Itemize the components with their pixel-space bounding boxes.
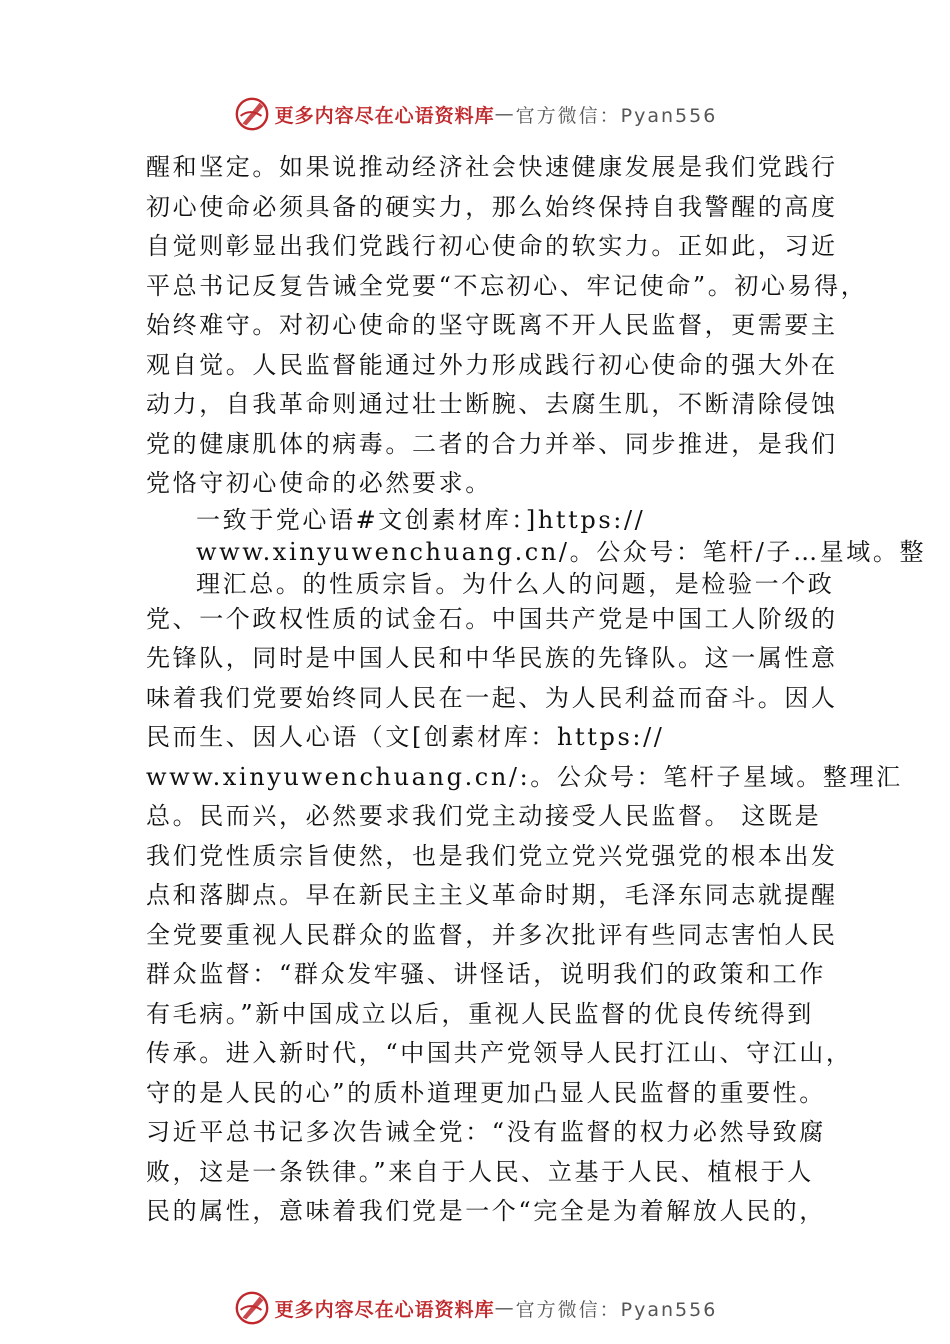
text-line: 醒和坚定。如果说推动经济社会快速健康发展是我们党践行: [146, 153, 838, 181]
text-line: 群众监督：“群众发牢骚、讲怪话，说明我们的政策和工作: [146, 960, 826, 988]
footer-dash: —: [494, 1297, 516, 1319]
text-line: 观自觉。人民监督能通过外力形成践行初心使命的强大外在: [146, 350, 838, 379]
text-line: 总。民而兴，必然要求我们党主动接受人民监督。 这既是: [146, 802, 822, 830]
footer-banner: [0, 1288, 950, 1328]
text-line: 党、一个政权性质的试金石。中国共产党是中国工人阶级的: [146, 604, 838, 633]
header-dash: —: [494, 103, 516, 125]
text-line: 动力，自我革命则通过壮士断腕、去腐生肌，不断清除侵蚀: [146, 390, 838, 418]
text-line-indented: 一致于党心语#文创素材库：]https://: [196, 505, 646, 534]
text-line: 初心使命必须具备的硬实力，那么始终保持自我警醒的高度: [146, 192, 838, 221]
text-line-indented: 理汇总。的性质宗旨。为什么人的问题，是检验一个政: [196, 569, 835, 598]
text-line: 点和落脚点。早在新民主主义革命时期，毛泽东同志就提醒: [146, 881, 838, 909]
header-red-text: 更多内容尽在心语资料库: [274, 104, 495, 127]
text-line: 全党要重视人民群众的监督，并多次批评有些同志害怕人民: [146, 920, 838, 949]
text-line: 我们党性质宗旨使然，也是我们党立党兴党强党的根本出发: [146, 841, 838, 870]
text-line: 民的属性，意味着我们党是一个“完全是为着解放人民的，: [146, 1197, 826, 1225]
footer-wechat-text: 官方微信：Pyan556: [515, 1298, 718, 1321]
text-line: 习近平总书记多次告诫全党：“没有监督的权力必然导致腐: [146, 1118, 826, 1146]
text-line: 党恪守初心使命的必然要求。: [146, 469, 492, 497]
text-line: 党的健康肌体的病毒。二者的合力并举、同步推进，是我们: [146, 429, 838, 458]
text-line: 自觉则彰显出我们党践行初心使命的软实力。正如此，习近: [146, 232, 838, 260]
text-line: 民而生、因人心语（文[创素材库：https://: [146, 723, 665, 751]
text-line: www.xinyuwenchuang.cn/:。公众号：笔杆子星域。整理汇: [146, 762, 903, 791]
text-line: 传承。进入新时代，“中国共产党领导人民打江山、守江山，: [146, 1039, 853, 1067]
logo-icon: [233, 95, 271, 133]
logo-icon: [233, 1289, 271, 1327]
text-line: 平总书记反复告诫全党要“不忘初心、牢记使命”。初心易得，: [146, 271, 868, 300]
header-banner: [0, 94, 950, 134]
text-line: 味着我们党要始终同人民在一起、为人民利益而奋斗。因人: [146, 683, 838, 712]
text-line: 先锋队，同时是中国人民和中华民族的先锋队。这一属性意: [146, 644, 838, 672]
text-line: 守的是人民的心”的质朴道理更加凸显人民监督的重要性。: [146, 1078, 826, 1107]
footer-red-text: 更多内容尽在心语资料库: [274, 1298, 495, 1321]
document-body: [146, 148, 927, 1232]
header-wechat-text: 官方微信：Pyan556: [515, 104, 718, 127]
text-line: 始终难守。对初心使命的坚守既离不开人民监督，更需要主: [146, 311, 838, 339]
text-line: 有毛病。”新中国成立以后，重视人民监督的优良传统得到: [146, 999, 814, 1028]
text-line-indented: www.xinyuwenchuang.cn/。公众号：笔杆/子…星域。整: [196, 537, 927, 566]
text-line: 败，这是一条铁律。”来自于人民、立基于人民、植根于人: [146, 1157, 814, 1186]
